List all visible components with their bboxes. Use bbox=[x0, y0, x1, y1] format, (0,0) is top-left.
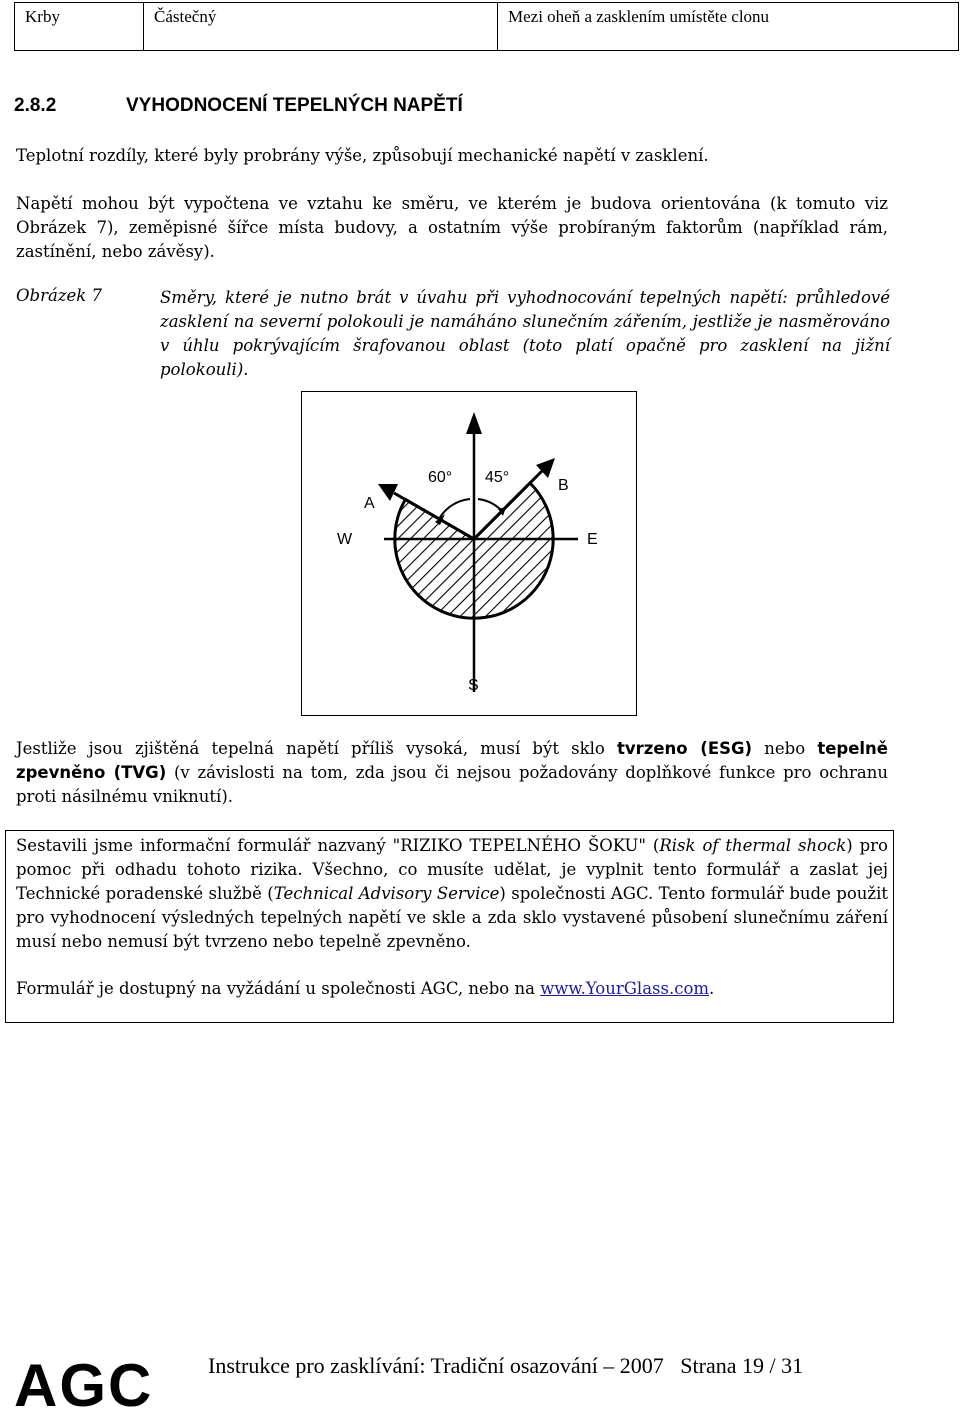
paragraph-3-text-1: Jestliže jsou zjištěná tepelná napětí příliš vysoká, musí být sklo bbox=[16, 739, 617, 758]
label-angle-45: 45° bbox=[485, 469, 510, 486]
info-box bbox=[5, 830, 894, 1023]
paragraph-3 bbox=[16, 737, 888, 809]
info-box-paragraph-1 bbox=[16, 834, 888, 954]
info-text-3: ) společnosti AGC. Tento formulář bude použit pro vyhodnocení výsledných tepelných napětí ve skle a zda sklo vystavené působení slunečnímu záření musí nebo nemusí být tvrzeno nebo tepelně zpevněno. bbox=[16, 884, 888, 951]
orientation-figure bbox=[301, 391, 637, 716]
info-box-paragraph-2 bbox=[16, 977, 888, 1001]
agc-logo: AGC bbox=[14, 1352, 154, 1419]
header-table bbox=[14, 2, 959, 51]
figure-caption-label: Obrázek 7 bbox=[16, 286, 103, 305]
paragraph-3-text-2: nebo bbox=[752, 739, 818, 758]
label-e: E bbox=[587, 531, 598, 548]
section-heading bbox=[14, 95, 463, 117]
orientation-diagram bbox=[302, 392, 636, 715]
paragraph-3-text-3: (v závislosti na tom, zda jsou či nejsou požadovány doplňkové funkce pro ochranu proti násilnému vniknutí). bbox=[16, 763, 888, 806]
info-italic-1: Risk of thermal shock bbox=[659, 836, 847, 855]
figure-caption-text: Směry, které je nutno brát v úvahu při vyhodnocování tepelných napětí: průhledové zasklení na severní polokouli je namáháno slunečním zářením, jestliže je nasměrováno v úhlu pokrývajícím šrafovanou oblast (toto platí opačně pro zasklení na jižní polokouli). bbox=[160, 288, 890, 379]
yourglass-link[interactable]: www.YourGlass.com bbox=[540, 979, 710, 998]
label-a: A bbox=[364, 495, 375, 512]
info-italic-2: Technical Advisory Service bbox=[273, 884, 500, 903]
paragraph-2: Napětí mohou být vypočtena ve vztahu ke směru, ve kterém je budova orientována (k tomuto viz Obrázek 7), zeměpisné šířce místa budovy, a ostatním výše probíraným faktorům (například rám, zastínění, nebo závěsy). bbox=[16, 194, 888, 261]
bold-tvg: tepelně zpevněno (TVG) bbox=[16, 739, 888, 782]
label-w: W bbox=[337, 531, 353, 548]
section-title: VYHODNOCENÍ TEPELNÝCH NAPĚTÍ bbox=[126, 95, 463, 116]
header-row bbox=[15, 3, 959, 51]
info-text-1: Sestavili jsme informační formulář nazvaný "RIZIKO TEPELNÉHO ŠOKU" ( bbox=[16, 836, 660, 855]
header-cell-type: Krby bbox=[15, 3, 144, 51]
info-text-2: ) pro pomoc při odhadu tohoto rizika. Všechno, co musíte udělat, je vyplnit tento formulář a zaslat jej Technické poradenské službě ( bbox=[16, 836, 888, 903]
bold-esg: tvrzeno (ESG) bbox=[616, 739, 753, 758]
header-cell-instruction: Mezi oheň a zasklením umístěte clonu bbox=[498, 3, 959, 51]
label-angle-60: 60° bbox=[428, 469, 453, 486]
info-text-4: Formulář je dostupný na vyžádání u společnosti AGC, nebo na bbox=[16, 979, 541, 998]
footer-text: Instrukce pro zasklívání: Tradiční osazování – 2007 Strana 19 / 31 bbox=[208, 1353, 804, 1378]
label-s: S bbox=[468, 677, 479, 694]
paragraph-1: Teplotní rozdíly, které byly probrány výše, způsobují mechanické napětí v zasklení. bbox=[16, 146, 709, 165]
north-arrow-head bbox=[466, 412, 482, 434]
header-cell-variant: Částečný bbox=[144, 3, 498, 51]
info-text-5: . bbox=[709, 979, 715, 998]
section-number: 2.8.2 bbox=[14, 95, 57, 116]
label-b: B bbox=[558, 477, 569, 494]
